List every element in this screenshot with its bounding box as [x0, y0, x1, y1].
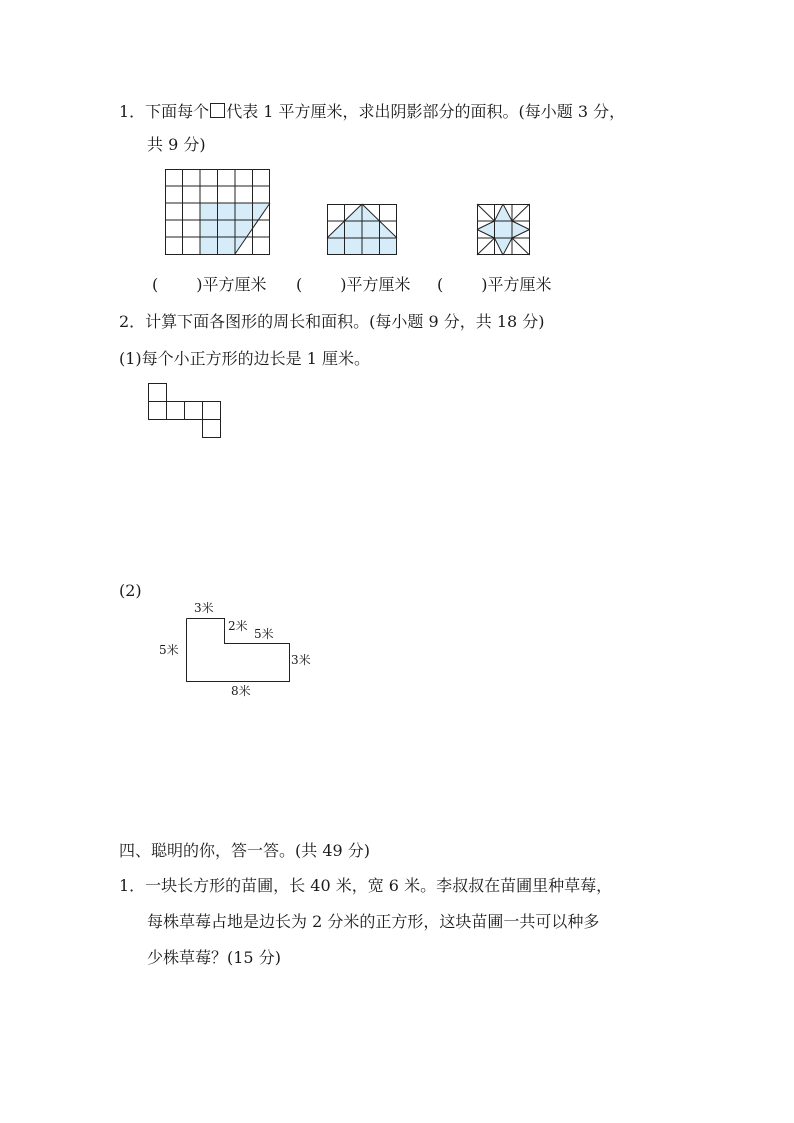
q1-figure-b [327, 204, 397, 256]
label-step-v: 2米 [228, 619, 248, 633]
q2-title: 2．计算下面各图形的周长和面积。(每小题 9 分，共 18 分) [119, 312, 545, 331]
section4-q1-line3: 少株草莓？(15 分) [147, 948, 281, 967]
q1-figure-c [477, 204, 530, 256]
label-bottom: 8米 [231, 684, 251, 698]
answer-blank-c[interactable]: ( )平方厘米 [437, 275, 552, 294]
q1-line1 [119, 103, 625, 120]
q1-figure-a [165, 169, 271, 255]
q1-text-a: 1．下面每个 [119, 102, 210, 121]
section4-q1-line1: 1．一块长方形的苗圃，长 40 米，宽 6 米。李叔叔在苗圃里种草莓， [119, 876, 613, 895]
section4-heading: 四、聪明的你，答一答。(共 49 分) [119, 841, 371, 860]
answer-blank-a[interactable]: ( )平方厘米 [152, 275, 267, 294]
q1-line2: 共 9 分) [147, 135, 206, 154]
section4-q1-line2: 每株草莓占地是边长为 2 分米的正方形，这块苗圃一共可以种多 [147, 912, 600, 931]
label-left: 5米 [159, 643, 179, 657]
label-top: 3米 [194, 601, 214, 615]
q2-sub2: (2) [119, 581, 142, 600]
label-step-h: 5米 [254, 627, 274, 641]
unit-label-c: 平方厘米 [487, 275, 552, 294]
q2-figure-1 [147, 383, 225, 439]
q1-text-b: 代表 1 平方厘米，求出阴影部分的面积。(每小题 3 分， [226, 102, 626, 121]
label-right: 3米 [291, 653, 311, 667]
unit-label-a: 平方厘米 [202, 275, 267, 294]
unit-square-icon [210, 103, 225, 118]
q2-sub1: (1)每个小正方形的边长是 1 厘米。 [119, 349, 371, 368]
answer-blank-b[interactable]: ( )平方厘米 [296, 275, 411, 294]
unit-label-b: 平方厘米 [346, 275, 411, 294]
